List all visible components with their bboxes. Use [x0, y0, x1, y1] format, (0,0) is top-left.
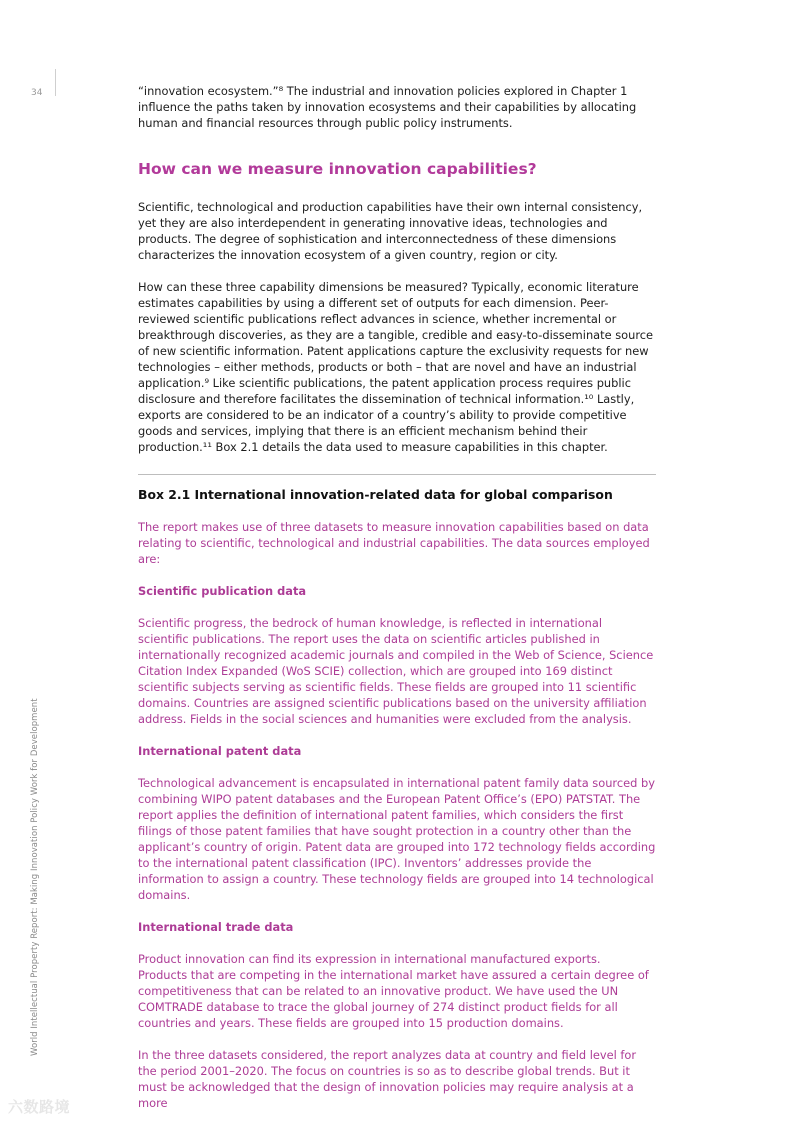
patent-data-heading: International patent data — [138, 744, 302, 758]
box-2-1 — [138, 487, 656, 1111]
running-title: World Intellectual Property Report: Making Innovation Policy Work for Development — [30, 698, 40, 1056]
section-heading: How can we measure innovation capabilities? — [138, 160, 537, 178]
trade-data-text-1: Product innovation can find its expression in international manufactured exports. — [138, 952, 601, 966]
box-intro: The report makes use of three datasets to measure innovation capabilities based on data relating to scientific, technological and industrial capabilities. The data sources employed are: — [138, 520, 650, 566]
body-paragraph-1: Scientific, technological and production capabilities have their own internal consistency, yet they are also interdependent in generating innovative ideas, technologies and products. The degree of sophistication and interconnectedness of these dimensions characterizes the innovation ecosystem of a given country, region or city. — [138, 200, 643, 262]
margin-rule — [55, 69, 56, 96]
scientific-publication-text: Scientific progress, the bedrock of human knowledge, is reflected in international scientific publications. The report uses the data on scientific articles published in internationally recognized academic journals and compiled in the Web of Science, Science Citation Index Expanded (WoS SCIE) collection, which are grouped into 169 distinct scientific subjects serving as scientific fields. These fields are grouped into 11 scientific domains. Countries are assigned scientific publications based on the university affiliation address. Fields in the social sciences and humanities were excluded from the analysis. — [138, 616, 654, 726]
patent-data-text: Technological advancement is encapsulated in international patent family data sourced by combining WIPO patent databases and the European Patent Office’s (EPO) PATSTAT. The report applies the definition of international patent families, which considers the first filings of those patent families that have sought protection in a country other than the applicant’s country of origin. Patent data are grouped into 172 technology fields according to the international patent classification (IPC). Inventors’ addresses provide the information to assign a country. These technology fields are grouped into 14 technological domains. — [138, 776, 656, 902]
main-content — [138, 83, 656, 1111]
watermark-logo: 六数路境 — [8, 1098, 71, 1116]
box-title: Box 2.1 International innovation-related data for global comparison — [138, 487, 613, 502]
page-number: 34 — [31, 88, 43, 98]
box-divider — [138, 474, 656, 475]
body-paragraph-2: How can these three capability dimensions be measured? Typically, economic literature estimates capabilities by using a different set of outputs for each dimension. Peer-reviewed scientific publications reflect advances in science, whether incremental or breakthrough discoveries, as they are a tangible, credible and easy-to-disseminate source of new scientific information. Patent applications capture the exclusivity requests for new technologies – either methods, products or both – that are novel and have an industrial application.⁹ Like scientific publications, the patent application process requires public disclosure and therefore facilitates the dissemination of technical information.¹⁰ Lastly, exports are considered to be an indicator of a country’s ability to provide competitive goods and services, implying that there is an efficient mechanism behind their production.¹¹ Box 2.1 details the data used to measure capabilities in this chapter. — [138, 280, 654, 454]
intro-paragraph: “innovation ecosystem.”⁸ The industrial and innovation policies explored in Chapter 1 influence the paths taken by innovation ecosystems and their capabilities by allocating human and financial resources through public policy instruments. — [138, 84, 637, 130]
trade-data-heading: International trade data — [138, 920, 294, 934]
box-closing-text: In the three datasets considered, the report analyzes data at country and field level for the period 2001–2020. The focus on countries is so as to describe global trends. But it must be acknowledged that the design of innovation policies may require analysis at a more — [138, 1048, 637, 1110]
scientific-publication-heading: Scientific publication data — [138, 584, 307, 598]
trade-data-text-2: Products that are competing in the international market have assured a certain degree of competitiveness that can be related to an innovative product. We have used the UN COMTRADE database to trace the global journey of 274 distinct product fields for all countries and years. These fields are grouped into 15 production domains. — [138, 968, 649, 1030]
